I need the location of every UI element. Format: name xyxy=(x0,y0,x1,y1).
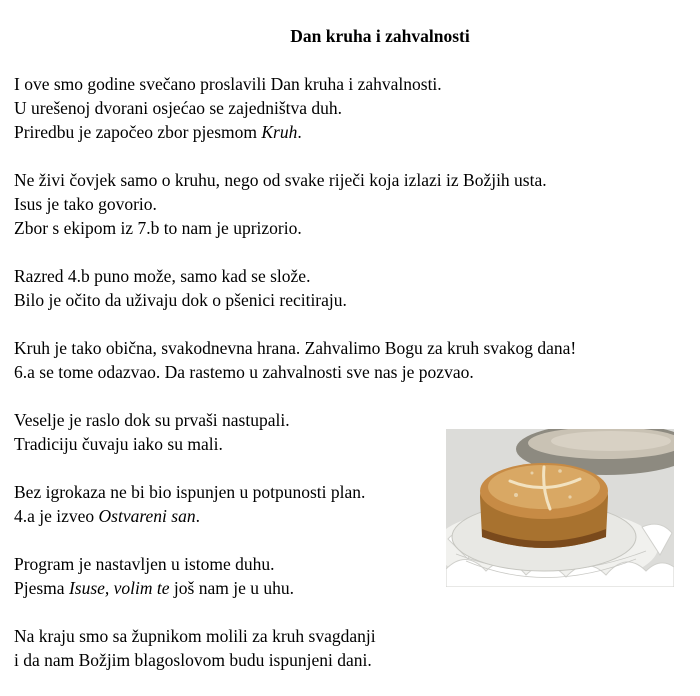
stanza xyxy=(14,336,700,384)
poem-line xyxy=(14,96,700,120)
line-text: . xyxy=(195,506,200,526)
line-text: . xyxy=(297,122,302,142)
stanza xyxy=(14,624,700,672)
poem-line xyxy=(14,288,700,312)
line-text: Priredbu je započeo zbor pjesmom xyxy=(14,122,262,142)
stanza xyxy=(14,264,700,312)
line-text: Bez igrokaza ne bi bio ispunjen u potpunosti plan. xyxy=(14,482,366,502)
line-text: Kruh je tako obična, svakodnevna hrana. Zahvalimo Bogu za kruh svakog dana! xyxy=(14,338,577,358)
line-text: 6.a se tome odazvao. Da rastemo u zahvalnosti sve nas je pozvao. xyxy=(14,362,474,382)
line-text: Zbor s ekipom iz 7.b to nam je uprizorio. xyxy=(14,218,302,238)
poem-line xyxy=(14,216,700,240)
line-text: Tradiciju čuvaju iako su mali. xyxy=(14,434,223,454)
poem-line xyxy=(14,336,700,360)
line-text: i da nam Božjim blagoslovom budu ispunjeni dani. xyxy=(14,650,372,670)
line-text: 4.a je izveo xyxy=(14,506,99,526)
poem-line xyxy=(14,264,700,288)
stanza xyxy=(14,72,700,144)
poem-line xyxy=(14,624,700,648)
italic-title: Kruh xyxy=(261,122,298,142)
line-text: Na kraju smo sa župnikom molili za kruh svagdanji xyxy=(14,626,376,646)
line-text: U urešenoj dvorani osjećao se zajedništva duh. xyxy=(14,98,343,118)
line-text: Ne živi čovjek samo o kruhu, nego od svake riječi koja izlazi iz Božjih usta. xyxy=(14,170,547,190)
line-text: I ove smo godine svečano proslavili Dan kruha i zahvalnosti. xyxy=(14,74,442,94)
line-text: Program je nastavljen u istome duhu. xyxy=(14,554,275,574)
italic-title: Isuse, volim te xyxy=(68,578,170,598)
poem-line xyxy=(14,360,700,384)
stanza xyxy=(14,168,700,240)
italic-title: Ostvareni san xyxy=(98,506,196,526)
poem-body xyxy=(14,72,700,696)
bread-photo xyxy=(446,429,674,587)
line-text: Veselje je raslo dok su prvaši nastupali. xyxy=(14,410,290,430)
poem-line xyxy=(14,168,700,192)
poem-line xyxy=(14,648,700,672)
line-text: još nam je u uhu. xyxy=(169,578,294,598)
page-title: Dan kruha i zahvalnosti xyxy=(290,26,470,46)
line-text: Isus je tako govorio. xyxy=(14,194,157,214)
poem-line xyxy=(14,192,700,216)
poem-line xyxy=(14,120,700,144)
line-text: Pjesma xyxy=(14,578,69,598)
poem-line xyxy=(14,72,700,96)
line-text: Razred 4.b puno može, samo kad se slože. xyxy=(14,266,311,286)
line-text: Bilo je očito da uživaju dok o pšenici recitiraju. xyxy=(14,290,347,310)
bread-photo-icon xyxy=(446,429,674,587)
